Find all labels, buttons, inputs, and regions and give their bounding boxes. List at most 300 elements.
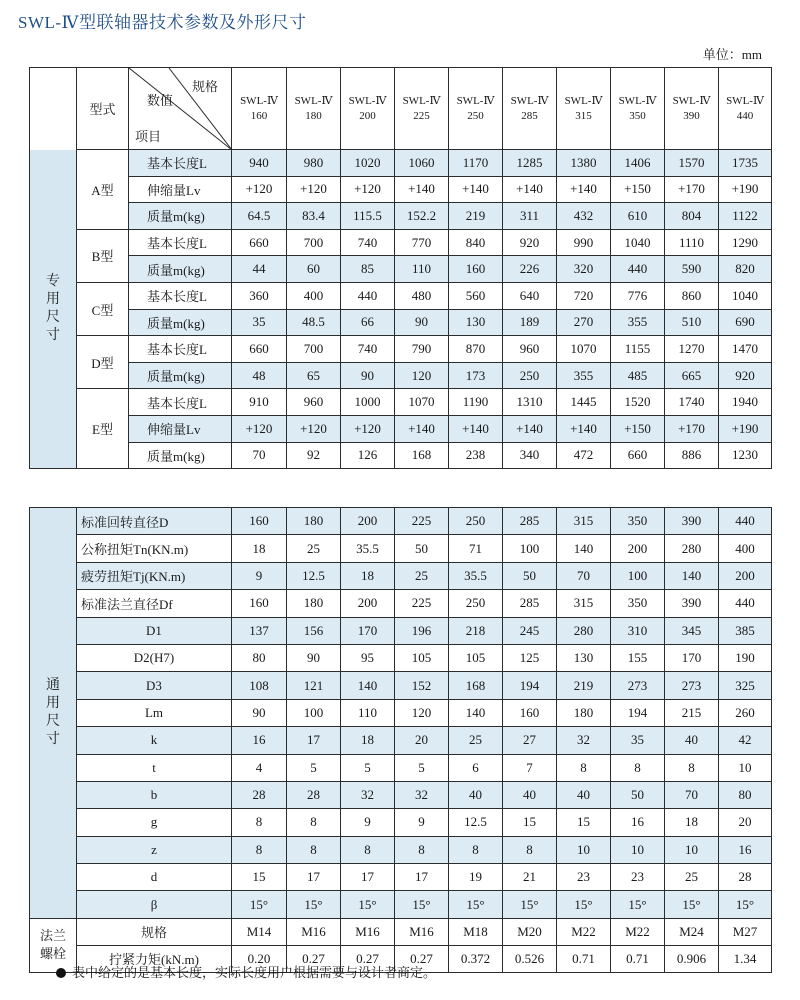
table-cell: 200: [341, 590, 395, 617]
table-cell: 137: [232, 617, 287, 644]
table-cell: 27: [503, 727, 557, 754]
table-cell: 23: [557, 864, 611, 891]
type-label: B型: [77, 229, 129, 282]
table-cell: 510: [665, 309, 719, 336]
param-label: 质量m(kg): [129, 256, 232, 283]
table-cell: 10: [719, 754, 772, 781]
param-label: 公称扭矩Tn(KN.m): [77, 535, 232, 562]
table-cell: 170: [665, 644, 719, 671]
table-cell: 8: [503, 836, 557, 863]
table-cell: 71: [449, 535, 503, 562]
table-cell: 156: [287, 617, 341, 644]
table-cell: 25: [449, 727, 503, 754]
table-cell: 28: [232, 781, 287, 808]
table-cell: 194: [503, 672, 557, 699]
table-cell: 1000: [341, 389, 395, 416]
table-cell: 70: [232, 442, 287, 469]
table-cell: 260: [719, 699, 772, 726]
param-label: 标准回转直径D: [77, 508, 232, 535]
table-cell: +190: [719, 176, 772, 203]
param-label: z: [77, 836, 232, 863]
table-cell: 80: [719, 781, 772, 808]
table-cell: 12.5: [449, 809, 503, 836]
param-label: t: [77, 754, 232, 781]
table-cell: 9: [232, 562, 287, 589]
table-cell: 110: [341, 699, 395, 726]
table-cell: 1285: [503, 150, 557, 177]
table-cell: 140: [665, 562, 719, 589]
table-cell: 5: [395, 754, 449, 781]
table-cell: 15°: [449, 891, 503, 918]
model-name: SWL-Ⅳ: [348, 94, 387, 107]
table-cell: 190: [719, 644, 772, 671]
table-cell: 18: [341, 562, 395, 589]
table-cell: 42: [719, 727, 772, 754]
model-header-350: [611, 68, 665, 150]
type-label: D型: [77, 336, 129, 389]
table-cell: 560: [449, 282, 503, 309]
table-row: [30, 836, 772, 863]
table-cell: 215: [665, 699, 719, 726]
table-cell: 0.27: [395, 945, 449, 972]
table-cell: 8: [341, 836, 395, 863]
table-cell: 100: [611, 562, 665, 589]
param-label: 标准法兰直径Df: [77, 590, 232, 617]
table-cell: 140: [557, 535, 611, 562]
table-cell: 0.526: [503, 945, 557, 972]
table-cell: 0.27: [341, 945, 395, 972]
table-cell: +150: [611, 415, 665, 442]
table-cell: 60: [287, 256, 341, 283]
table-cell: 1270: [665, 336, 719, 363]
table-cell: 16: [611, 809, 665, 836]
table-cell: 480: [395, 282, 449, 309]
table-cell: 35: [611, 727, 665, 754]
table-cell: 4: [232, 754, 287, 781]
table-cell: 32: [341, 781, 395, 808]
table-cell: 8: [611, 754, 665, 781]
bolt-param-label: 拧紧力矩(kN.m): [77, 945, 232, 972]
type-label: E型: [77, 389, 129, 469]
table-cell: 200: [719, 562, 772, 589]
table-cell: 121: [287, 672, 341, 699]
table-cell: 8: [232, 809, 287, 836]
table-cell: 8: [449, 836, 503, 863]
table-row: [30, 309, 772, 336]
param-label: 伸缩量Lv: [129, 176, 232, 203]
table-cell: 0.71: [611, 945, 665, 972]
table-cell: 1070: [395, 389, 449, 416]
table-cell: 200: [341, 508, 395, 535]
table-row: [30, 781, 772, 808]
model-header-225: [395, 68, 449, 150]
table-cell: 64.5: [232, 203, 287, 230]
table-row: [30, 442, 772, 469]
type-label: A型: [77, 150, 129, 230]
model-header-315: [557, 68, 611, 150]
table-cell: 196: [395, 617, 449, 644]
table-cell: M22: [557, 918, 611, 945]
param-label: 质量m(kg): [129, 362, 232, 389]
table-row: [30, 699, 772, 726]
param-label: k: [77, 727, 232, 754]
table-cell: 6: [449, 754, 503, 781]
table-cell: 960: [503, 336, 557, 363]
table-cell: 472: [557, 442, 611, 469]
param-label: d: [77, 864, 232, 891]
header-values-label: 数值: [147, 93, 174, 108]
table-row: [30, 508, 772, 535]
table-cell: 92: [287, 442, 341, 469]
model-header-180: [287, 68, 341, 150]
model-size: 200: [359, 109, 376, 122]
param-label: 基本长度L: [129, 389, 232, 416]
table-cell: 440: [719, 508, 772, 535]
table-cell: M24: [665, 918, 719, 945]
general-dimensions-table: [29, 507, 772, 973]
header-corner: [30, 68, 77, 150]
table-cell: 355: [557, 362, 611, 389]
table-cell: 1070: [557, 336, 611, 363]
table-cell: 32: [395, 781, 449, 808]
table-cell: 155: [611, 644, 665, 671]
model-name: SWL-Ⅳ: [672, 94, 711, 107]
table-cell: 35: [232, 309, 287, 336]
param-label: 伸缩量Lv: [129, 415, 232, 442]
header-diagonal-cell: [129, 68, 232, 150]
table-cell: 8: [557, 754, 611, 781]
table-cell: 960: [287, 389, 341, 416]
table-cell: 8: [287, 809, 341, 836]
header-row: [30, 68, 772, 150]
table-cell: 390: [665, 508, 719, 535]
table-row: [30, 535, 772, 562]
table-cell: 660: [611, 442, 665, 469]
table-cell: 870: [449, 336, 503, 363]
table-cell: 105: [395, 644, 449, 671]
table-cell: 48: [232, 362, 287, 389]
table-cell: 17: [287, 727, 341, 754]
table-cell: 70: [557, 562, 611, 589]
table-cell: +190: [719, 415, 772, 442]
table-row: [30, 362, 772, 389]
table-cell: 285: [503, 590, 557, 617]
table-cell: 48.5: [287, 309, 341, 336]
table-cell: 168: [449, 672, 503, 699]
table-cell: 385: [719, 617, 772, 644]
table-row: [30, 754, 772, 781]
model-name: SWL-Ⅳ: [618, 94, 657, 107]
table-cell: 920: [719, 362, 772, 389]
table-cell: 238: [449, 442, 503, 469]
model-header-250: [449, 68, 503, 150]
table-cell: 485: [611, 362, 665, 389]
table-cell: 17: [287, 864, 341, 891]
table-row: [30, 809, 772, 836]
model-size: 390: [683, 109, 700, 122]
table-cell: 5: [287, 754, 341, 781]
footnote: [56, 962, 436, 981]
table-cell: +170: [665, 415, 719, 442]
table-cell: +120: [232, 176, 287, 203]
param-label: 基本长度L: [129, 229, 232, 256]
table-cell: 910: [232, 389, 287, 416]
table-cell: +140: [395, 415, 449, 442]
model-size: 250: [467, 109, 484, 122]
table-cell: 12.5: [287, 562, 341, 589]
table-cell: 173: [449, 362, 503, 389]
model-size: 440: [736, 109, 754, 122]
table-cell: +140: [449, 415, 503, 442]
table-cell: 16: [232, 727, 287, 754]
table-cell: 40: [665, 727, 719, 754]
table-cell: 400: [287, 282, 341, 309]
table-cell: 9: [395, 809, 449, 836]
table-cell: 160: [232, 508, 287, 535]
table-cell: 20: [395, 727, 449, 754]
table-cell: M16: [287, 918, 341, 945]
table-cell: 310: [611, 617, 665, 644]
table-cell: M16: [395, 918, 449, 945]
table-cell: 95: [341, 644, 395, 671]
table-row: [30, 203, 772, 230]
model-header-200: [341, 68, 395, 150]
table-cell: 1445: [557, 389, 611, 416]
table-cell: 350: [611, 508, 665, 535]
table-cell: 15: [557, 809, 611, 836]
table-cell: 32: [557, 727, 611, 754]
table-cell: 40: [557, 781, 611, 808]
table-cell: 840: [449, 229, 503, 256]
table-cell: 1122: [719, 203, 772, 230]
table-cell: 590: [665, 256, 719, 283]
table-cell: 25: [665, 864, 719, 891]
table-cell: +140: [449, 176, 503, 203]
table-cell: +120: [287, 176, 341, 203]
table-row: [30, 617, 772, 644]
table-cell: 245: [503, 617, 557, 644]
table-row: [30, 229, 772, 256]
header-spec-label: 规格: [192, 79, 219, 94]
table-cell: 1060: [395, 150, 449, 177]
table-cell: 44: [232, 256, 287, 283]
table-cell: +150: [611, 176, 665, 203]
table-cell: 250: [449, 590, 503, 617]
table-cell: 355: [611, 309, 665, 336]
table-cell: 218: [449, 617, 503, 644]
table-cell: 0.27: [287, 945, 341, 972]
table-cell: 110: [395, 256, 449, 283]
table-cell: 219: [557, 672, 611, 699]
table-cell: 440: [341, 282, 395, 309]
table-cell: 70: [665, 781, 719, 808]
table-cell: 15°: [395, 891, 449, 918]
general-band-label: 通 用 尺 寸: [30, 508, 77, 919]
table-cell: 160: [449, 256, 503, 283]
table-cell: 180: [287, 590, 341, 617]
table-cell: 340: [503, 442, 557, 469]
table-cell: 315: [557, 508, 611, 535]
table-cell: +140: [395, 176, 449, 203]
param-label: b: [77, 781, 232, 808]
model-name: SWL-Ⅳ: [402, 94, 441, 107]
table-cell: 720: [557, 282, 611, 309]
table-cell: +120: [341, 176, 395, 203]
table-cell: 35.5: [341, 535, 395, 562]
table-cell: 28: [719, 864, 772, 891]
table-cell: +140: [557, 415, 611, 442]
param-label: 质量m(kg): [129, 442, 232, 469]
model-size: 285: [521, 109, 538, 122]
table-cell: 1310: [503, 389, 557, 416]
param-label: 疲劳扭矩Tj(KN.m): [77, 562, 232, 589]
table-cell: 432: [557, 203, 611, 230]
table-cell: 285: [503, 508, 557, 535]
table-cell: 400: [719, 535, 772, 562]
table-cell: 350: [611, 590, 665, 617]
table-cell: 15: [232, 864, 287, 891]
table-cell: 1.34: [719, 945, 772, 972]
table-cell: 1170: [449, 150, 503, 177]
table-cell: 15: [503, 809, 557, 836]
table-cell: 15°: [341, 891, 395, 918]
page-title: SWL-Ⅳ型联轴器技术参数及外形尺寸: [18, 13, 307, 32]
table-cell: 200: [611, 535, 665, 562]
table-cell: 325: [719, 672, 772, 699]
table-cell: 120: [395, 699, 449, 726]
table-cell: 5: [341, 754, 395, 781]
table-cell: 776: [611, 282, 665, 309]
table-cell: 820: [719, 256, 772, 283]
table-cell: 90: [287, 644, 341, 671]
table-cell: 219: [449, 203, 503, 230]
table-cell: 15°: [719, 891, 772, 918]
table-cell: 886: [665, 442, 719, 469]
table-cell: 8: [287, 836, 341, 863]
table-cell: 1406: [611, 150, 665, 177]
table-cell: +170: [665, 176, 719, 203]
table-cell: 15°: [557, 891, 611, 918]
bullet-icon: [56, 968, 66, 978]
model-size: 160: [250, 109, 268, 122]
table-cell: +140: [557, 176, 611, 203]
table-cell: +120: [341, 415, 395, 442]
table-cell: 83.4: [287, 203, 341, 230]
table-cell: 1040: [611, 229, 665, 256]
table-cell: 17: [341, 864, 395, 891]
param-label: D2(H7): [77, 644, 232, 671]
table-cell: 315: [557, 590, 611, 617]
table-cell: 1740: [665, 389, 719, 416]
table-cell: 40: [449, 781, 503, 808]
table-row: [30, 562, 772, 589]
model-name: SWL-Ⅳ: [456, 94, 495, 107]
table-cell: 15°: [665, 891, 719, 918]
header-type-label: 型式: [77, 68, 129, 150]
table-cell: 940: [232, 150, 287, 177]
table-cell: 85: [341, 256, 395, 283]
table-cell: 8: [665, 754, 719, 781]
table-cell: 280: [557, 617, 611, 644]
table-cell: 250: [503, 362, 557, 389]
table-cell: 690: [719, 309, 772, 336]
model-name: SWL-Ⅳ: [726, 94, 764, 107]
table-cell: 790: [395, 336, 449, 363]
bolt-param-label: 规格: [77, 918, 232, 945]
table-cell: 80: [232, 644, 287, 671]
table-row: [30, 864, 772, 891]
table-cell: 665: [665, 362, 719, 389]
special-band-label: 专 用 尺 寸: [30, 150, 77, 469]
table-row: [30, 336, 772, 363]
table-cell: 8: [395, 836, 449, 863]
table-cell: M27: [719, 918, 772, 945]
model-name: SWL-Ⅳ: [294, 94, 333, 107]
table-cell: 804: [665, 203, 719, 230]
model-size: 225: [413, 109, 430, 122]
model-size: 350: [629, 109, 646, 122]
table-row: [30, 150, 772, 177]
table-row: [30, 389, 772, 416]
model-size: 180: [305, 109, 322, 122]
table-cell: 19: [449, 864, 503, 891]
table-cell: 1110: [665, 229, 719, 256]
table-cell: 15°: [503, 891, 557, 918]
table-row: [30, 590, 772, 617]
table-cell: 440: [719, 590, 772, 617]
table-row: [30, 256, 772, 283]
table-cell: 273: [665, 672, 719, 699]
param-label: D1: [77, 617, 232, 644]
table-cell: 980: [287, 150, 341, 177]
table-cell: 160: [232, 590, 287, 617]
table-cell: 25: [395, 562, 449, 589]
table-cell: 23: [611, 864, 665, 891]
table-cell: 10: [557, 836, 611, 863]
table-cell: 920: [503, 229, 557, 256]
table-cell: 640: [503, 282, 557, 309]
table-cell: M14: [232, 918, 287, 945]
unit-label: 单位：mm: [702, 47, 762, 62]
table-cell: 1155: [611, 336, 665, 363]
special-dimensions-table: [29, 67, 772, 469]
table-cell: 18: [341, 727, 395, 754]
table-cell: 65: [287, 362, 341, 389]
table-cell: 10: [665, 836, 719, 863]
table-cell: 40: [503, 781, 557, 808]
table-cell: 1230: [719, 442, 772, 469]
model-size: 315: [575, 109, 592, 122]
table-cell: 160: [503, 699, 557, 726]
table-cell: 189: [503, 309, 557, 336]
bolt-group-label: 法兰 螺栓: [30, 918, 77, 972]
table-cell: 225: [395, 590, 449, 617]
table-cell: 50: [503, 562, 557, 589]
model-name: SWL-Ⅳ: [564, 94, 603, 107]
table-cell: +120: [232, 415, 287, 442]
table-cell: 108: [232, 672, 287, 699]
table-cell: 700: [287, 336, 341, 363]
table-cell: 21: [503, 864, 557, 891]
table-cell: 740: [341, 229, 395, 256]
table-cell: 180: [287, 508, 341, 535]
table-cell: 152: [395, 672, 449, 699]
table-row: [30, 282, 772, 309]
table-cell: 660: [232, 229, 287, 256]
table-cell: 311: [503, 203, 557, 230]
model-header-160: [232, 68, 287, 150]
table-cell: 15°: [287, 891, 341, 918]
